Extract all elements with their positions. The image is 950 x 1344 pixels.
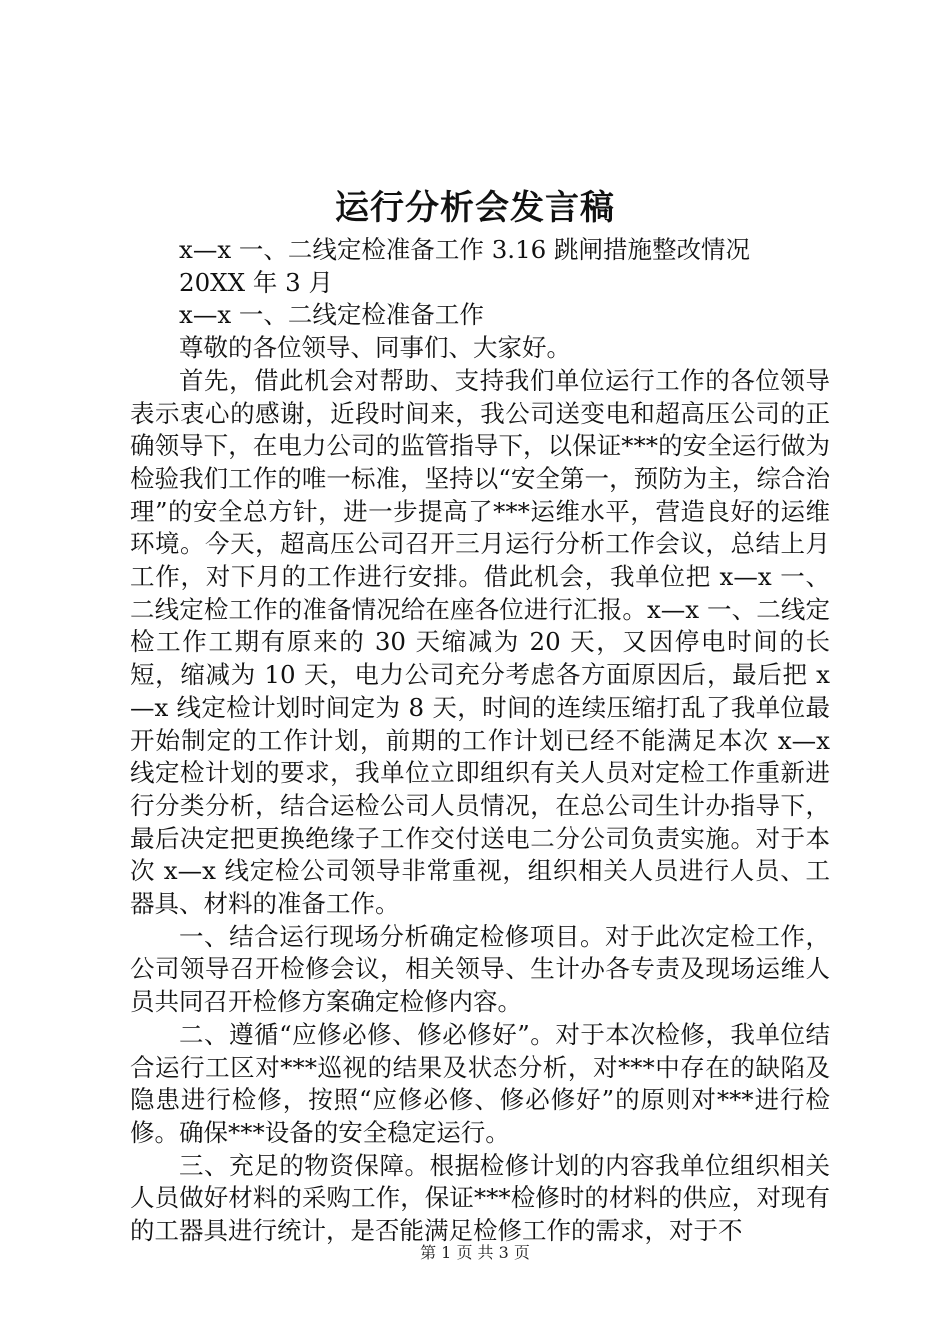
section-two-paragraph: 二、遵循“应修必修、修必修好”。对于本次检修，我单位结合运行工区对***巡视的结果及状态分析，对***中存在的缺陷及隐患进行检修，按照“应修必修、修必修好”的原则对***进行检修。确保***设备的安全稳定运行。 (130, 1019, 830, 1147)
page-number-footer: 第 1 页 共 3 页 (420, 1243, 530, 1262)
topic-line: x—x 一、二线定检准备工作 (179, 300, 484, 330)
section-three-paragraph: 三、充足的物资保障。根据检修计划的内容我单位组织相关人员做好材料的采购工作，保证***检修时的材料的供应，对现有的工器具进行统计，是否能满足检修工作的需求，对于不 (130, 1150, 830, 1246)
greeting-paragraph: 尊敬的各位领导、同事们、大家好。 (179, 333, 571, 363)
section-one-paragraph: 一、结合运行现场分析确定检修项目。对于此次定检工作，公司领导召开检修会议，相关领导、生计办各专责及现场运维人员共同召开检修方案确定检修内容。 (130, 921, 830, 1017)
intro-paragraph: 首先，借此机会对帮助、支持我们单位运行工作的各位领导表示衷心的感谢，近段时间来，我公司送变电和超高压公司的正确领导下，在电力公司的监管指导下，以保证***的安全运行做为检验我们工作的唯一标准，坚持以“安全第一，预防为主，综合治理”的安全总方针，进一步提高了***运维水平，营造良好的运维环境。今天，超高压公司召开三月运行分析工作会议，总结上月工作，对下月的工作进行安排。借此机会，我单位把 x—x 一、二线定检工作的准备情况给在座各位进行汇报。x—x 一、二线定检工作工期有原来的 30 天缩减为 20 天，又因停电时间的长短，缩减为 10 天，电力公司充分考虑各方面原因后，最后把 x—x 线定检计划时间定为 8 天，时间的连续压缩打乱了我单位最开始制定的工作计划，前期的工作计划已经不能满足本次 x—x 线定检计划的要求，我单位立即组织有关人员对定检工作重新进行分类分析，结合运检公司人员情况，在总公司生计办指导下，最后决定把更换绝缘子工作交付送电二分公司负责实施。对于本次 x—x 线定检公司领导非常重视，组织相关人员进行人员、工器具、材料的准备工作。 (130, 365, 830, 919)
date-line: 20XX 年 3 月 (179, 267, 334, 297)
subtitle-line: x—x 一、二线定检准备工作 3.16 跳闸措施整改情况 (179, 235, 751, 264)
document-title: 运行分析会发言稿 (335, 188, 615, 228)
document-body (130, 234, 830, 1248)
